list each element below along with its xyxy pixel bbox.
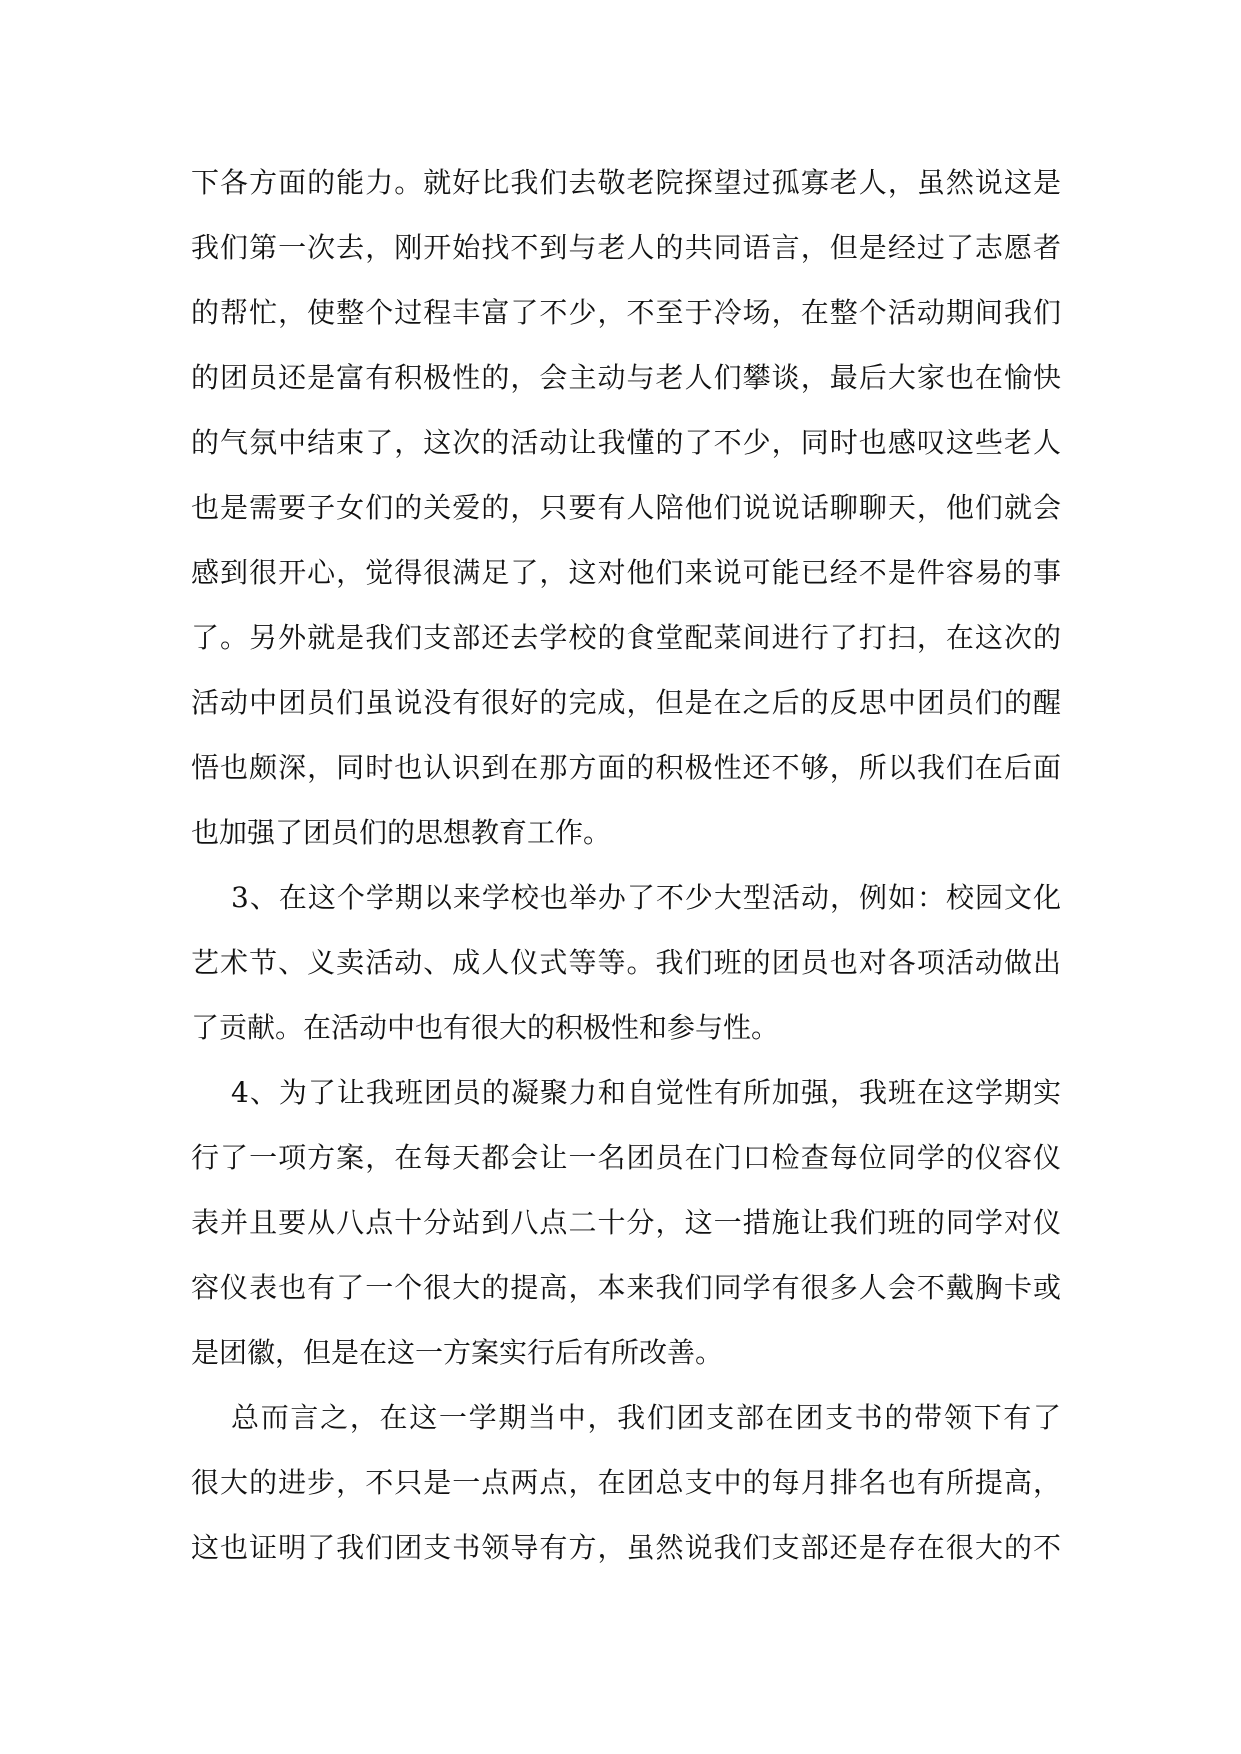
text-line: 行了一项方案，在每天都会让一名团员在门口检查每位同学的仪容仪: [191, 1141, 1061, 1174]
text-line: 也是需要子女们的关爱的，只要有人陪他们说说话聊聊天，他们就会: [191, 491, 1061, 524]
text-line: 了贡献。在活动中也有很大的积极性和参与性。: [191, 1011, 780, 1044]
text-line: 也加强了团员们的思想教育工作。: [191, 816, 612, 849]
text-line: 容仪表也有了一个很大的提高，本来我们同学有很多人会不戴胸卡或: [191, 1271, 1061, 1304]
text-line: 是团徽，但是在这一方案实行后有所改善。: [191, 1336, 724, 1369]
text-line: 这也证明了我们团支书领导有方，虽然说我们支部还是存在很大的不: [191, 1531, 1061, 1564]
text-line: 很大的进步，不只是一点两点，在团总支中的每月排名也有所提高，: [191, 1466, 1061, 1499]
text-line: 了。另外就是我们支部还去学校的食堂配菜间进行了打扫，在这次的: [191, 621, 1061, 654]
text-line: 活动中团员们虽说没有很好的完成，但是在之后的反思中团员们的醒: [191, 686, 1061, 719]
text-line: 3、在这个学期以来学校也举办了不少大型活动，例如：校园文化: [231, 881, 1061, 914]
text-line: 4、为了让我班团员的凝聚力和自觉性有所加强，我班在这学期实: [231, 1076, 1061, 1109]
text-line: 的团员还是富有积极性的，会主动与老人们攀谈，最后大家也在愉快: [191, 361, 1061, 394]
text-line: 悟也颇深，同时也认识到在那方面的积极性还不够，所以我们在后面: [191, 751, 1061, 784]
text-line: 的帮忙，使整个过程丰富了不少，不至于冷场，在整个活动期间我们: [191, 296, 1061, 329]
text-line: 艺术节、义卖活动、成人仪式等等。我们班的团员也对各项活动做出: [191, 946, 1061, 979]
text-line: 表并且要从八点十分站到八点二十分，这一措施让我们班的同学对仪: [191, 1206, 1061, 1239]
text-line: 感到很开心，觉得很满足了，这对他们来说可能已经不是件容易的事: [191, 556, 1061, 589]
text-line: 总而言之，在这一学期当中，我们团支部在团支书的带领下有了: [231, 1401, 1061, 1434]
text-line: 我们第一次去，刚开始找不到与老人的共同语言，但是经过了志愿者: [191, 231, 1061, 264]
document-body: [191, 164, 1061, 1594]
text-line: 的气氛中结束了，这次的活动让我懂的了不少，同时也感叹这些老人: [191, 426, 1061, 459]
text-line: 下各方面的能力。就好比我们去敬老院探望过孤寡老人，虽然说这是: [191, 166, 1061, 199]
